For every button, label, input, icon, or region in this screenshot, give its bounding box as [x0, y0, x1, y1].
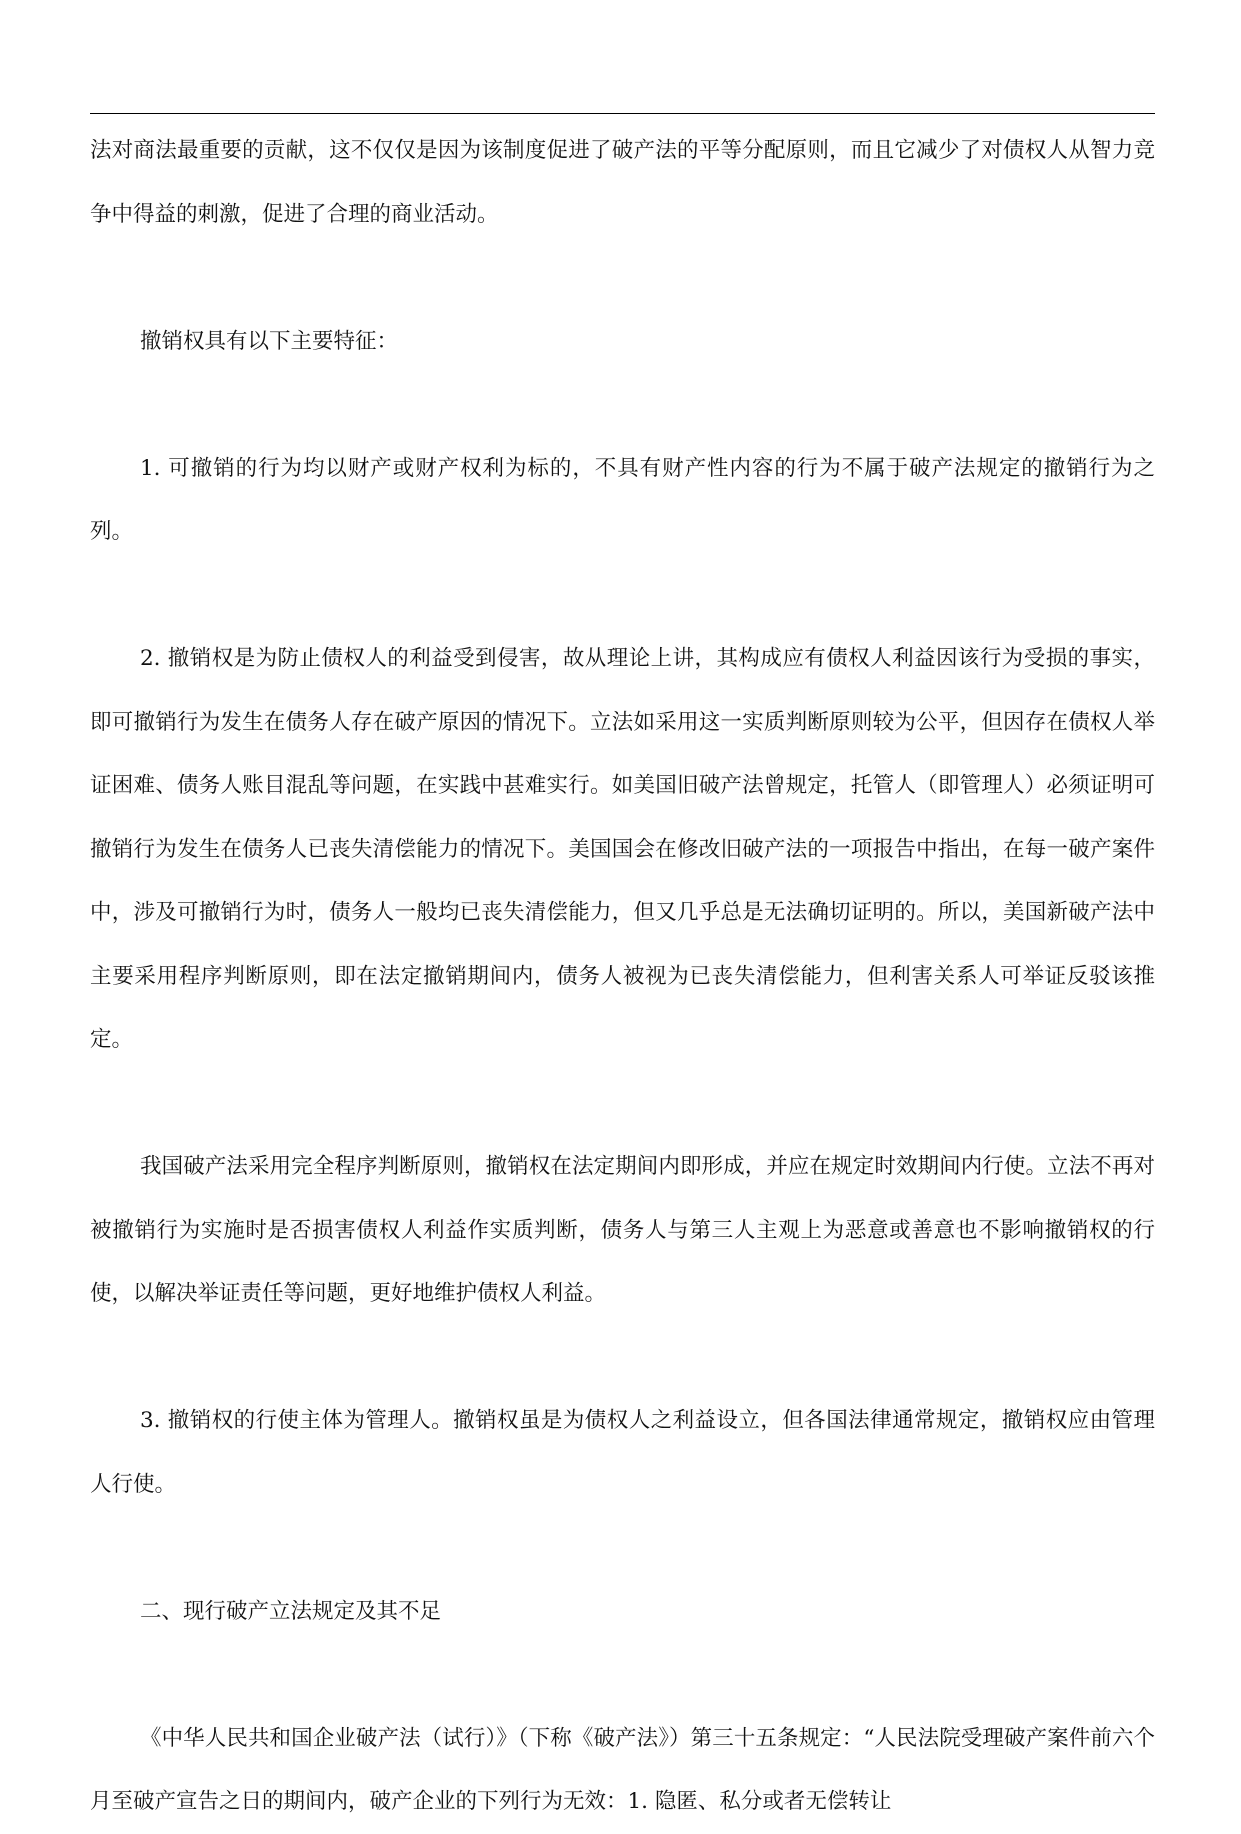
paragraph-article-35: 《中华人民共和国企业破产法（试行）》（下称《破产法》）第三十五条规定：“人民法院受理破产案件前六个月至破产宣告之日的期间内，破产企业的下列行为无效：1. 隐匿、私分或者无偿转让	[90, 1725, 1155, 1814]
document-body	[90, 119, 1155, 1834]
paragraph-continuation: 法对商法最重要的贡献，这不仅仅是因为该制度促进了破产法的平等分配原则，而且它减少了对债权人从智力竞争中得益的刺激，促进了合理的商业活动。	[90, 138, 1155, 227]
header-rule	[90, 113, 1155, 114]
paragraph-feature-3: 3. 撤销权的行使主体为管理人。撤销权虽是为债权人之利益设立，但各国法律通常规定，撤销权应由管理人行使。	[90, 1408, 1155, 1497]
paragraph-features-intro: 撤销权具有以下主要特征：	[140, 328, 399, 354]
section-heading: 二、现行破产立法规定及其不足	[140, 1598, 442, 1624]
paragraph-china-law: 我国破产法采用完全程序判断原则，撤销权在法定期间内即形成，并应在规定时效期间内行使。立法不再对被撤销行为实施时是否损害债权人利益作实质判断，债务人与第三人主观上为恶意或善意也不影响撤销权的行使，以解决举证责任等问题，更好地维护债权人利益。	[90, 1154, 1155, 1306]
paragraph-feature-2: 2. 撤销权是为防止债权人的利益受到侵害，故从理论上讲，其构成应有债权人利益因该行为受损的事实，即可撤销行为发生在债务人存在破产原因的情况下。立法如采用这一实质判断原则较为公平，但因存在债权人举证困难、债务人账目混乱等问题，在实践中甚难实行。如美国旧破产法曾规定，托管人（即管理人）必须证明可撤销行为发生在债务人已丧失清偿能力的情况下。美国国会在修改旧破产法的一项报告中指出，在每一破产案件中，涉及可撤销行为时，债务人一般均已丧失清偿能力，但又几乎总是无法确切证明的。所以，美国新破产法中主要采用程序判断原则，即在法定撤销期间内，债务人被视为已丧失清偿能力，但利害关系人可举证反驳该推定。	[90, 646, 1155, 1052]
paragraph-feature-1: 1. 可撤销的行为均以财产或财产权利为标的，不具有财产性内容的行为不属于破产法规定的撤销行为之列。	[90, 455, 1155, 544]
